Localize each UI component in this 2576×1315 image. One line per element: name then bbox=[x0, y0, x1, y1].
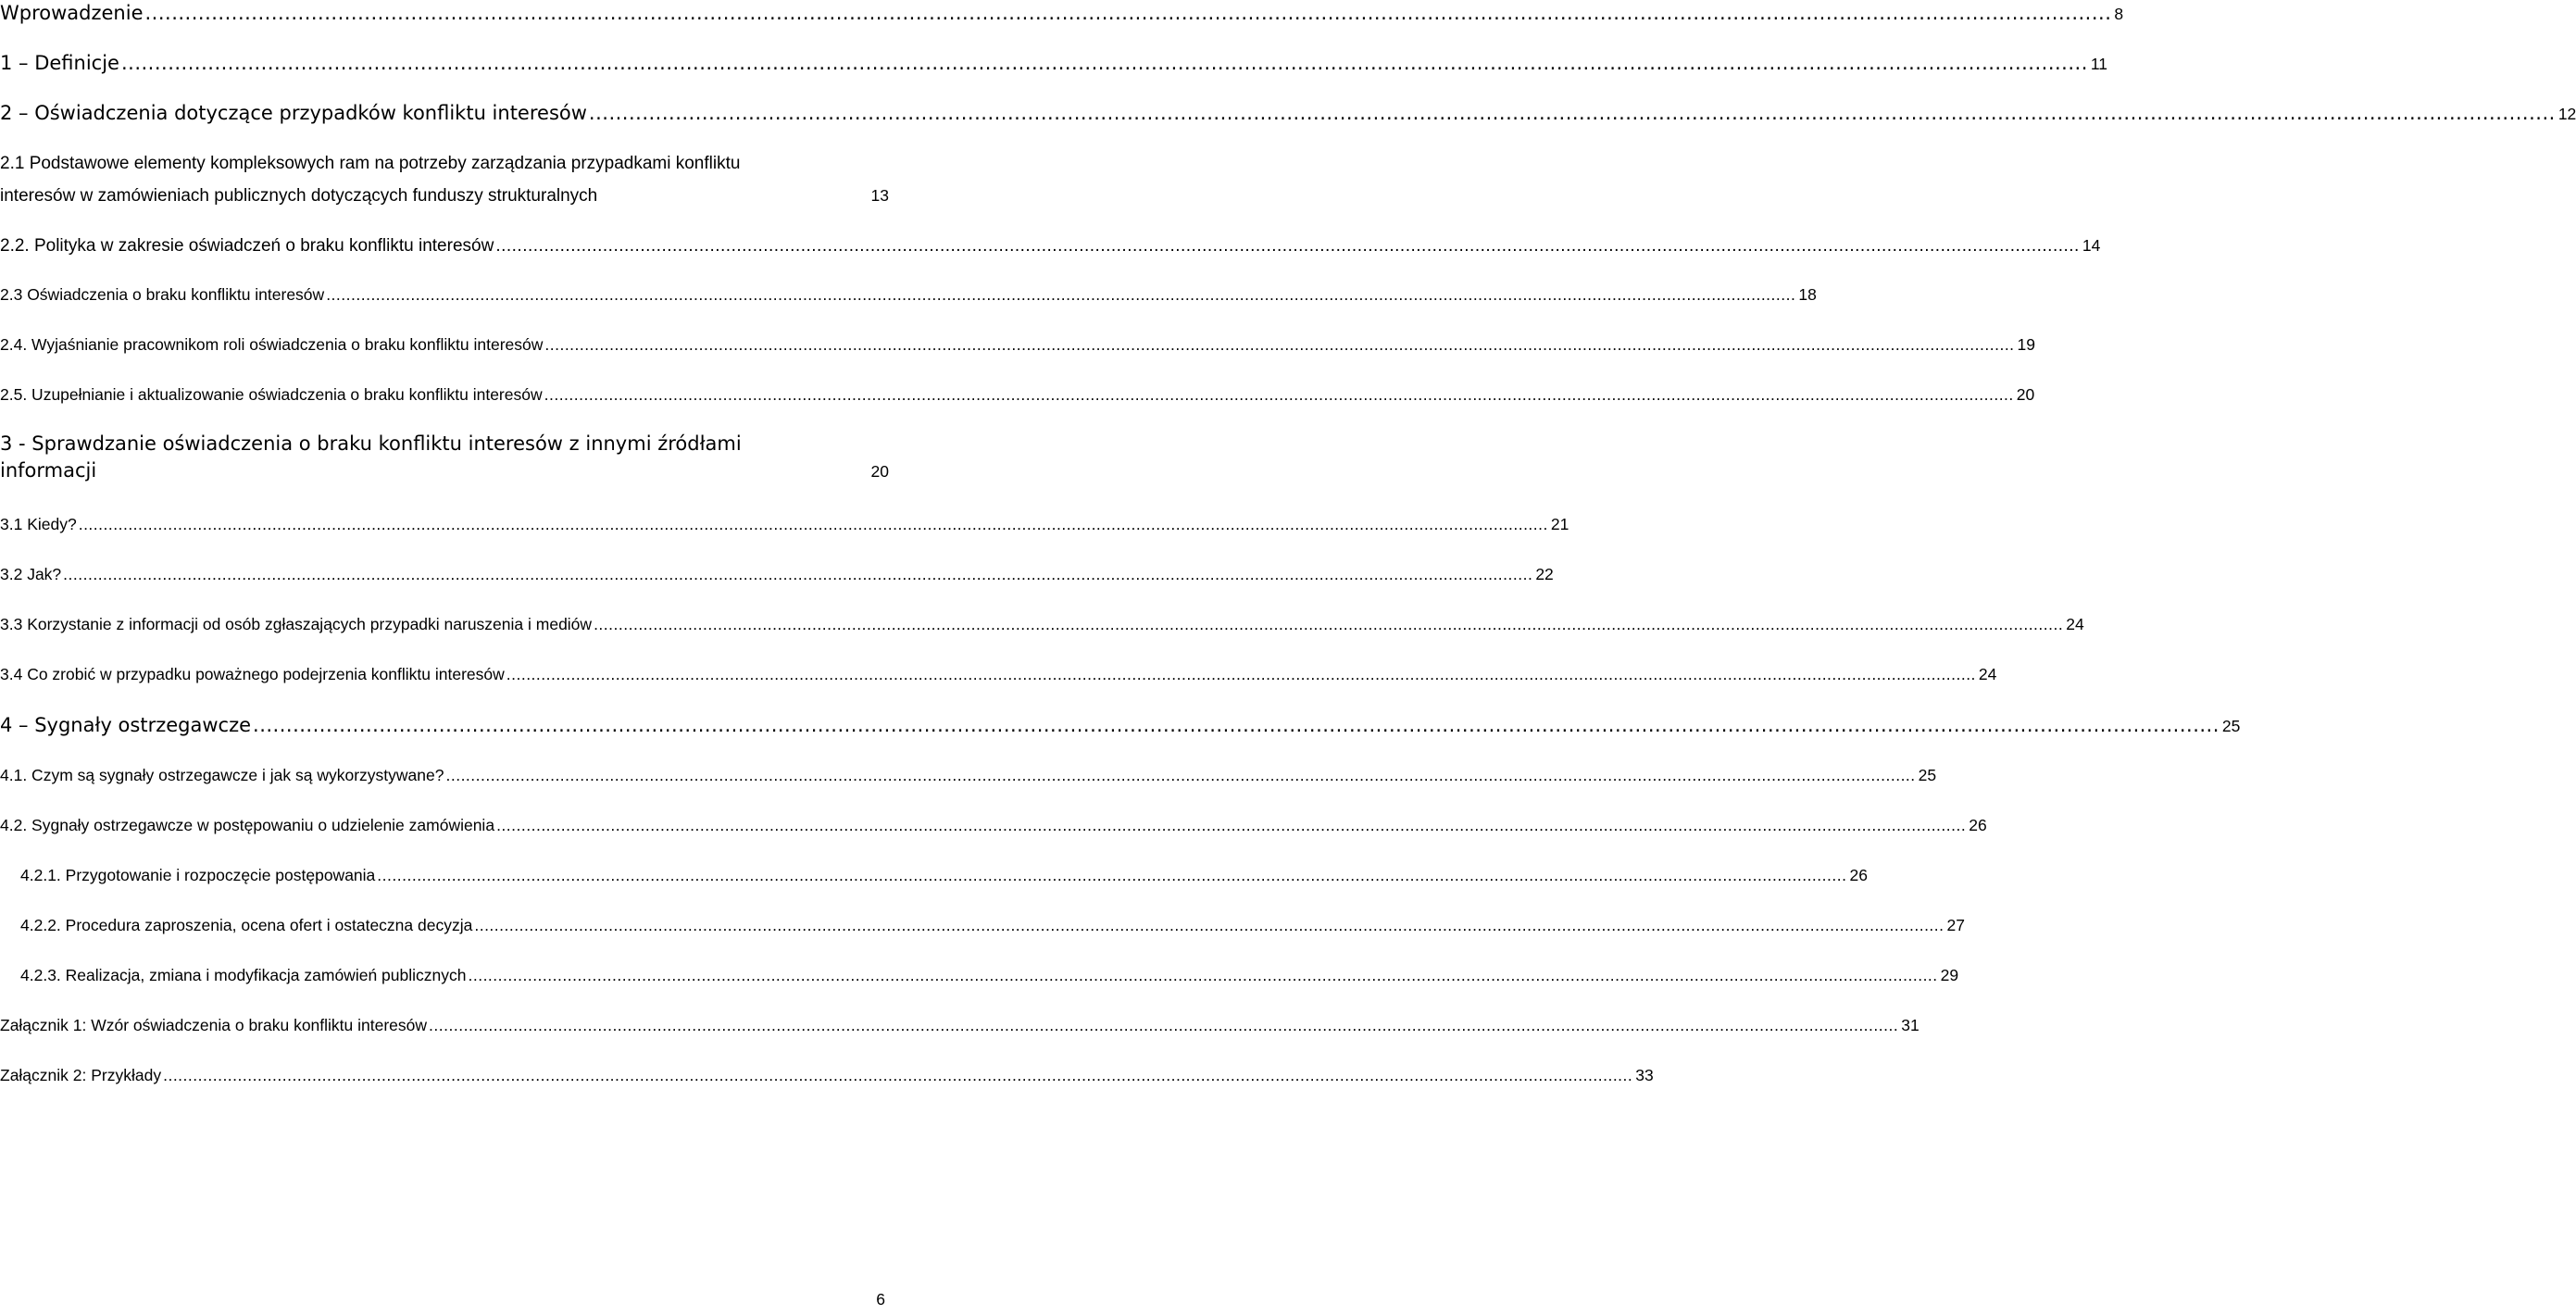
toc-entry-title: 2.4. Wyjaśnianie pracownikom roli oświadczenia o braku konfliktu interesów bbox=[0, 335, 544, 354]
toc-entry-title: 4.2. Sygnały ostrzegawcze w postępowaniu o udzielenie zamówienia bbox=[0, 816, 495, 834]
toc-entry[interactable] bbox=[0, 816, 1987, 834]
toc-entry-page: 27 bbox=[1946, 916, 1965, 934]
toc-leader-dots bbox=[163, 1068, 1632, 1084]
toc-entry-title: 4 – Sygnały ostrzegawcze bbox=[0, 714, 252, 736]
toc-entry-title-continued: interesów w zamówieniach publicznych dotyczących funduszy strukturalnych bbox=[0, 186, 598, 206]
toc-entry-page: 29 bbox=[1940, 966, 1959, 984]
toc-entry-title: 1 – Definicje bbox=[0, 52, 119, 74]
toc-entry-page: 14 bbox=[2082, 236, 2101, 255]
toc-entry[interactable] bbox=[0, 335, 2036, 354]
toc-entry[interactable] bbox=[0, 1016, 1919, 1034]
toc-entry[interactable] bbox=[0, 434, 889, 481]
toc-entry-title: Załącznik 1: Wzór oświadczenia o braku konfliktu interesów bbox=[0, 1016, 428, 1034]
toc-leader-dots bbox=[63, 567, 1532, 583]
toc-entry[interactable] bbox=[0, 714, 2241, 736]
toc-entry[interactable] bbox=[20, 916, 1965, 934]
toc-entry-title: Wprowadzenie bbox=[0, 2, 144, 24]
toc-entry[interactable] bbox=[0, 2, 2124, 24]
toc-leader-dots bbox=[544, 337, 2014, 354]
toc-entry-page: 21 bbox=[1550, 515, 1569, 533]
toc-entry[interactable] bbox=[0, 615, 2084, 633]
toc-entry-title: 4.2.1. Przygotowanie i rozpoczęcie postępowania bbox=[20, 866, 376, 884]
toc-entry[interactable] bbox=[0, 665, 1997, 683]
toc-leader-dots bbox=[429, 1018, 1898, 1034]
toc-leader-dots bbox=[495, 237, 2080, 255]
toc-entry-page: 26 bbox=[1849, 866, 1868, 884]
toc-entry-title: 3.2 Jak? bbox=[0, 565, 62, 583]
toc-entry-page: 31 bbox=[1901, 1016, 1919, 1034]
toc-entry-page: 20 bbox=[870, 462, 889, 481]
toc-leader-dots bbox=[474, 918, 1944, 934]
toc-entry-title: 4.1. Czym są sygnały ostrzegawcze i jak są wykorzystywane? bbox=[0, 766, 444, 784]
toc-entry-title: 2 – Oświadczenia dotyczące przypadków konfliktu interesów bbox=[0, 102, 587, 124]
toc-leader-dots bbox=[253, 716, 2220, 735]
toc-leader-dots bbox=[326, 287, 1795, 304]
toc-entry[interactable] bbox=[0, 52, 2108, 74]
toc-leader-dots bbox=[544, 387, 2014, 404]
toc-entry-title: 4.2.2. Procedura zaproszenia, ocena ofert i ostateczna decyzja bbox=[20, 916, 473, 934]
toc-leader-dots bbox=[506, 667, 1976, 683]
toc-entry-page: 12 bbox=[2557, 105, 2576, 123]
toc-entry-page: 8 bbox=[2114, 5, 2124, 23]
toc-leader-dots bbox=[121, 54, 2088, 73]
toc-entry-page: 11 bbox=[2090, 55, 2108, 73]
toc-entry-page: 26 bbox=[1969, 816, 1987, 834]
toc-entry-title: 2.5. Uzupełnianie i aktualizowanie oświadczenia o braku konfliktu interesów bbox=[0, 385, 543, 404]
page-number: 6 bbox=[876, 1290, 885, 1309]
toc-leader-dots bbox=[377, 868, 1846, 884]
toc-entry-title: 3.4 Co zrobić w przypadku poważnego podejrzenia konfliktu interesów bbox=[0, 665, 505, 683]
toc-entry-title: 4.2.3. Realizacja, zmiana i modyfikacja zamówień publicznych bbox=[20, 966, 467, 984]
toc-entry-title: 2.2. Polityka w zakresie oświadczeń o braku konfliktu interesów bbox=[0, 236, 494, 256]
toc-entry-page: 24 bbox=[1978, 665, 1997, 683]
toc-entry[interactable] bbox=[20, 866, 1868, 884]
toc-entry-title: 2.3 Oświadczenia o braku konfliktu interesów bbox=[0, 285, 325, 304]
toc-entry-title: 3 - Sprawdzanie oświadczenia o braku konfliktu interesów z innymi źródłami bbox=[0, 432, 742, 455]
toc-entry[interactable] bbox=[0, 102, 2576, 124]
toc-entry-page: 25 bbox=[1918, 766, 1937, 784]
toc-entry[interactable] bbox=[0, 155, 889, 205]
toc-entry-page: 19 bbox=[2017, 335, 2036, 354]
toc-entry[interactable] bbox=[0, 385, 2035, 404]
toc-entry[interactable] bbox=[0, 1066, 1654, 1084]
toc-entry-page: 20 bbox=[2016, 385, 2035, 404]
toc-entry[interactable] bbox=[0, 515, 1569, 533]
toc-leader-dots bbox=[496, 818, 1966, 834]
toc-leader-dots bbox=[468, 968, 1937, 984]
toc-leader-dots bbox=[445, 768, 1915, 784]
toc-entry-page: 25 bbox=[2221, 717, 2241, 735]
toc-entry[interactable] bbox=[0, 285, 1817, 304]
toc-leader-dots bbox=[79, 517, 1548, 533]
toc-entry[interactable] bbox=[0, 565, 1554, 583]
toc-entry-title: 3.3 Korzystanie z informacji od osób zgłaszających przypadki naruszenia i mediów bbox=[0, 615, 593, 633]
toc-entry-page: 24 bbox=[2066, 615, 2084, 633]
toc-entry-page: 13 bbox=[870, 186, 889, 205]
toc-entry[interactable] bbox=[20, 966, 1959, 984]
toc-leader-dots bbox=[145, 4, 2112, 23]
toc-leader-dots bbox=[594, 617, 2063, 633]
toc-entry-title: Załącznik 2: Przykłady bbox=[0, 1066, 162, 1084]
toc-leader-dots bbox=[589, 104, 2556, 123]
toc-entry-page: 18 bbox=[1798, 285, 1817, 304]
toc-entry-title: 2.1 Podstawowe elementy kompleksowych ram na potrzeby zarządzania przypadkami konfliktu bbox=[0, 154, 741, 173]
toc-entry-title: 3.1 Kiedy? bbox=[0, 515, 77, 533]
toc-entry-page: 22 bbox=[1535, 565, 1554, 583]
toc-entry[interactable] bbox=[0, 236, 2101, 256]
toc-entry[interactable] bbox=[0, 766, 1937, 784]
toc-entry-page: 33 bbox=[1635, 1066, 1654, 1084]
toc-entry-title-continued: informacji bbox=[0, 459, 97, 482]
